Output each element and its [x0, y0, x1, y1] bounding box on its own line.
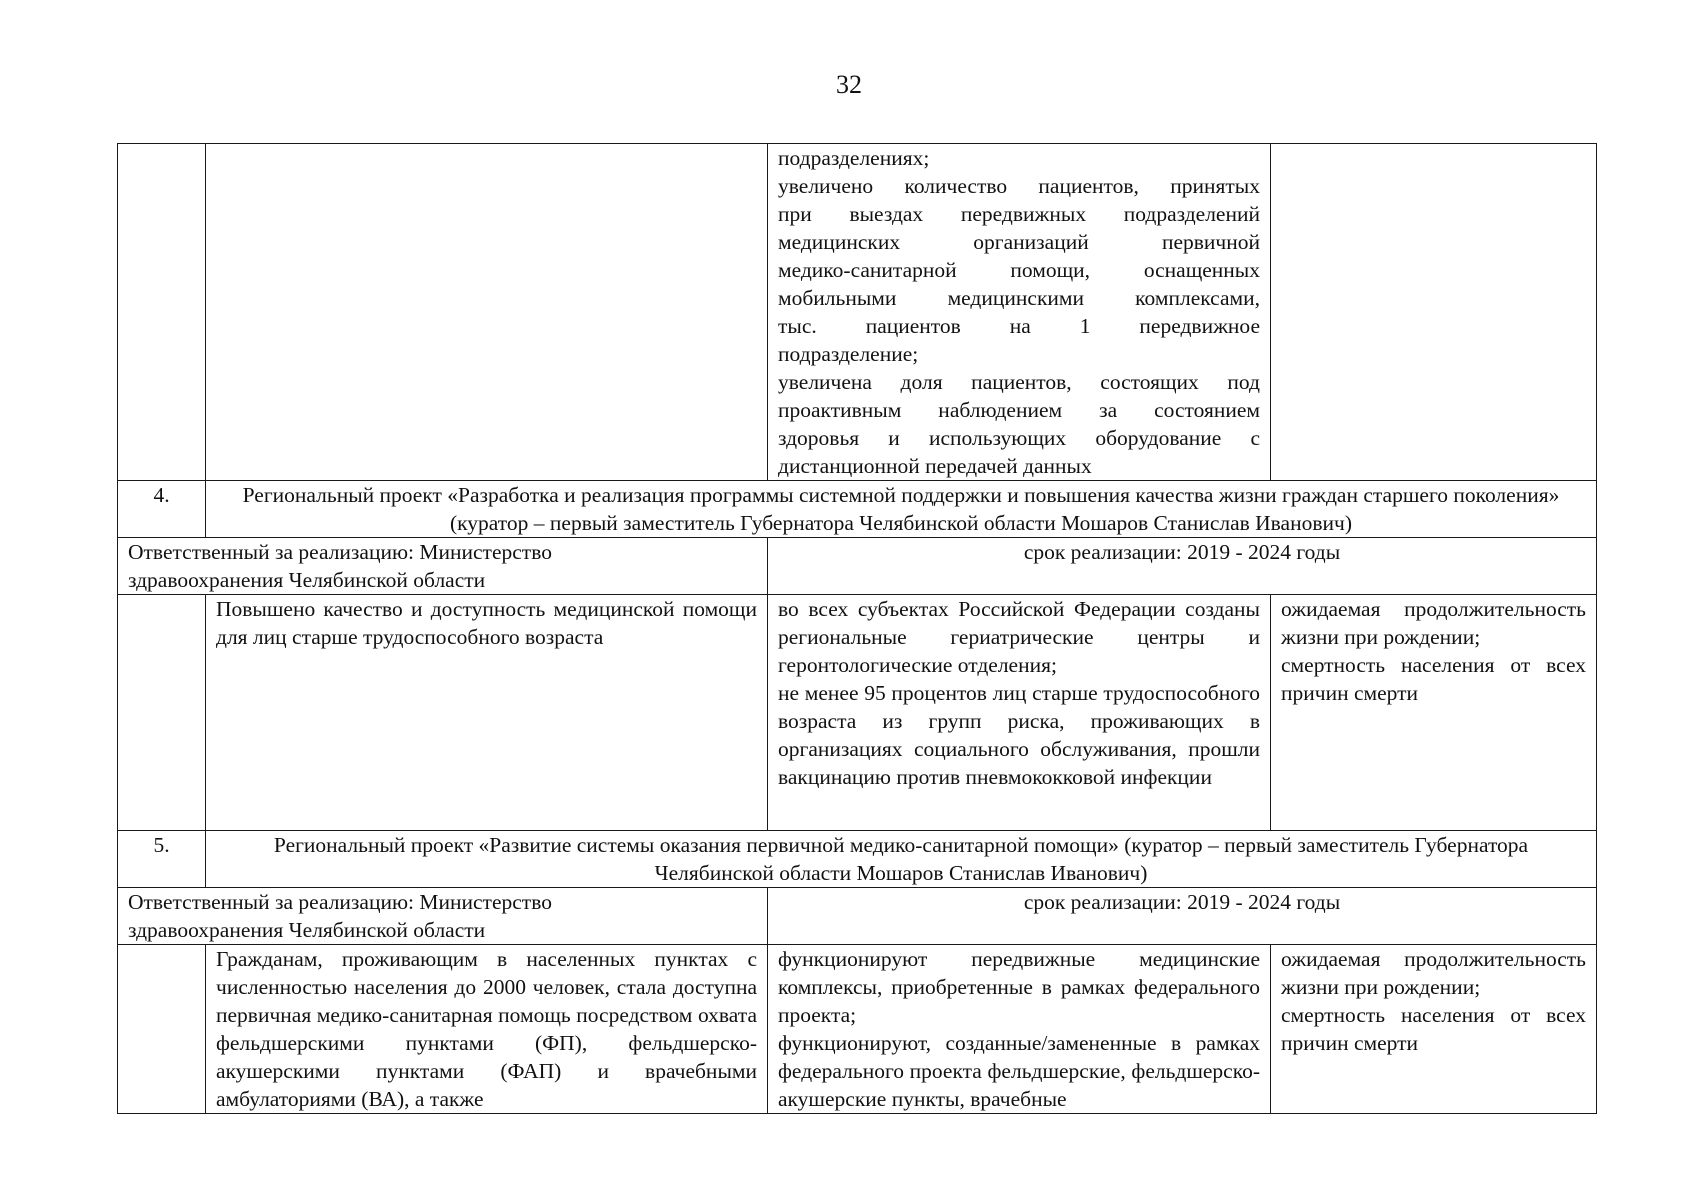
indicators-cell	[1271, 945, 1597, 1114]
number-cell	[118, 144, 206, 481]
result-item: функционируют передвижные медицинские комплексы, приобретенные в рамках федерального проекта;	[778, 947, 1260, 1027]
task-cell: Гражданам, проживающим в населенных пунктах с численностью населения до 2000 человек, стала доступна первичная медико-санитарная помощь посредством охвата фельдшерскими пунктами (ФП), фельдшерско-акушерскими пунктами (ФАП) и врачебными амбулаториями (ВА), а также	[206, 945, 768, 1114]
text-line: тыс. пациентов на 1 передвижное	[778, 314, 1260, 338]
project-title-row	[118, 831, 1597, 888]
text-line: дистанционной передачей данных	[778, 454, 1092, 478]
text-line: медико-санитарной помощи, оснащенных	[778, 258, 1260, 282]
text-line: здоровья и использующих оборудование с	[778, 426, 1260, 450]
results-cell	[768, 144, 1271, 481]
indicators-cell	[1271, 595, 1597, 831]
text-line: при выездах передвижных подразделений	[778, 202, 1260, 226]
responsible-line: здравоохранения Челябинской области	[128, 568, 486, 592]
project-title-row	[118, 481, 1597, 538]
responsible-line: Ответственный за реализацию: Министерство	[128, 540, 552, 564]
text-line: мобильными медицинскими комплексами,	[778, 286, 1260, 310]
project-number: 4.	[118, 481, 206, 538]
text-line: увеличено количество пациентов, принятых	[778, 174, 1260, 198]
responsible-line: здравоохранения Челябинской области	[128, 918, 486, 942]
project-table	[117, 143, 1597, 1114]
project-meta-row	[118, 538, 1597, 595]
project-number: 5.	[118, 831, 206, 888]
text-line: подразделениях;	[778, 146, 930, 170]
indicator-item: смертность населения от всех причин смерти	[1281, 653, 1586, 705]
project-title: Региональный проект «Разработка и реализация программы системной поддержки и повышения качества жизни граждан старшего поколения» (куратор – первый заместитель Губернатора Челябинской области Мошаров Станислав Иванович)	[206, 481, 1597, 538]
responsible-line: Ответственный за реализацию: Министерство	[128, 890, 552, 914]
table-row-continuation	[118, 144, 1597, 481]
term-cell: срок реализации: 2019 - 2024 годы	[768, 538, 1597, 595]
results-cell	[768, 595, 1271, 831]
number-cell	[118, 595, 206, 831]
responsible-cell	[118, 888, 768, 945]
task-cell: Повышено качество и доступность медицинской помощи для лиц старше трудоспособного возраста	[206, 595, 768, 831]
table-row	[118, 595, 1597, 831]
number-cell	[118, 945, 206, 1114]
indicator-item: смертность населения от всех причин смерти	[1281, 1003, 1586, 1055]
result-item: не менее 95 процентов лиц старше трудоспособного возраста из групп риска, проживающих в организациях социального обслуживания, прошли вакцинацию против пневмококковой инфекции	[778, 681, 1260, 789]
term-cell: срок реализации: 2019 - 2024 годы	[768, 888, 1597, 945]
indicators-cell	[1271, 144, 1597, 481]
results-cell	[768, 945, 1271, 1114]
table-row	[118, 945, 1597, 1114]
result-item: во всех субъектах Российской Федерации созданы региональные гериатрические центры и геронтологические отделения;	[778, 597, 1260, 677]
text-line: проактивным наблюдением за состоянием	[778, 398, 1260, 422]
page-number: 32	[836, 70, 862, 99]
result-item: функционируют, созданные/замененные в рамках федерального проекта фельдшерские, фельдшерско-акушерские пункты, врачебные	[778, 1031, 1260, 1111]
text-line: увеличена доля пациентов, состоящих под	[778, 370, 1260, 394]
text-line: медицинских организаций первичной	[778, 230, 1260, 254]
responsible-cell	[118, 538, 768, 595]
text-line: подразделение;	[778, 342, 919, 366]
indicator-item: ожидаемая продолжительность жизни при рождении;	[1281, 947, 1586, 999]
project-title: Региональный проект «Развитие системы оказания первичной медико-санитарной помощи» (куратор – первый заместитель Губернатора Челябинской области Мошаров Станислав Иванович)	[206, 831, 1597, 888]
indicator-item: ожидаемая продолжительность жизни при рождении;	[1281, 597, 1586, 649]
project-meta-row	[118, 888, 1597, 945]
task-cell	[206, 144, 768, 481]
